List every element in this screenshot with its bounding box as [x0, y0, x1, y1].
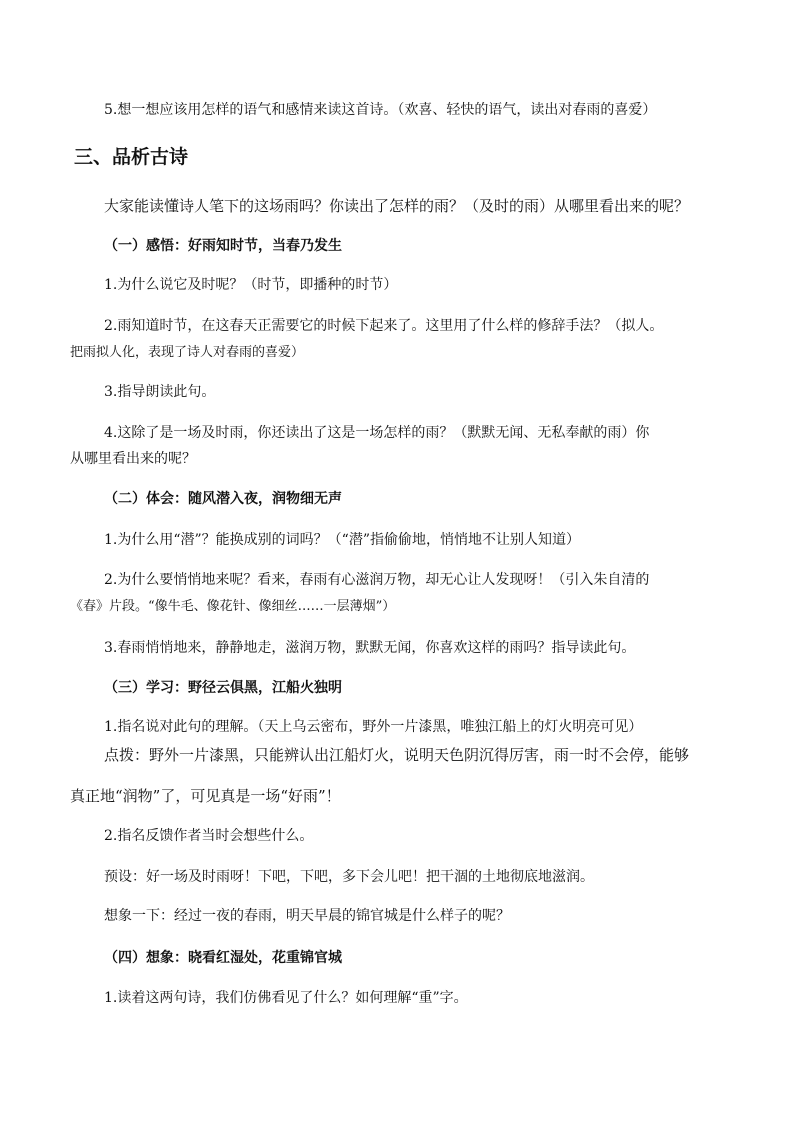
paragraph-preset: 预设：好一场及时雨呀！下吧，下吧，多下会儿吧！把干涸的土地彻底地滋润。 [104, 869, 594, 885]
section-heading-analyze-poem: 三、品析古诗 [74, 146, 189, 168]
paragraph-guidance-line2: 真正地“润物”了，可见真是一场“好雨”！ [70, 787, 341, 805]
paragraph-guidance-line1: 点拨：野外一片漆黑，只能辨认出江船灯火，说明天色阴沉得厉害，雨一时不会停，能够 [104, 746, 690, 764]
paragraph-q4-what-rain-line2: 从哪里看出来的呢？ [70, 451, 196, 467]
paragraph-q1-understanding: 1.指名说对此句的理解。（天上乌云密布，野外一片漆黑，唯独江船上的灯火明亮可见） [104, 719, 643, 735]
paragraph-q2-author-thoughts: 2.指名反馈作者当时会想些什么。 [104, 828, 314, 844]
paragraph-q1-heavy: 1.读着这两句诗，我们仿佛看见了什么？如何理解“重”字。 [104, 990, 468, 1006]
paragraph-q1-sneak: 1.为什么用“潜”？能换成别的词吗？（“潜”指偷偷地，悄悄地不让别人知道） [104, 532, 580, 548]
paragraph-q3-like-rain: 3.春雨悄悄地来，静静地走，滋润万物，默默无闻，你喜欢这样的雨吗？指导读此句。 [104, 640, 636, 656]
subheading-feel: （一）感悟：好雨知时节，当春乃发生 [104, 238, 342, 254]
paragraph-q2-quietly-line1: 2.为什么要悄悄地来呢？看来，春雨有心滋润万物，却无心让人发现呀！（引入朱自清的 [104, 572, 650, 588]
subheading-imagine: （四）想象：晓看红湿处，花重锦官城 [104, 950, 342, 966]
paragraph-intro-question: 大家能读懂诗人笔下的这场雨吗？你读出了怎样的雨？（及时的雨）从哪里看出来的呢？ [104, 197, 690, 215]
paragraph-q4-what-rain-line1: 4.这除了是一场及时雨，你还读出了这是一场怎样的雨？（默默无闻、无私奉献的雨）你 [104, 425, 650, 441]
paragraph-q2-rhetoric-line1: 2.雨知道时节，在这春天正需要它的时候下起来了。这里用了什么样的修辞手法？（拟人。 [104, 318, 664, 334]
paragraph-q1-timely: 1.为什么说它及时呢？（时节，即播种的时节） [104, 277, 398, 293]
paragraph-imagine-city: 想象一下：经过一夜的春雨，明天早晨的锦官城是什么样子的呢？ [104, 908, 510, 924]
paragraph-q2-rhetoric-line2: 把雨拟人化，表现了诗人对春雨的喜爱） [70, 345, 305, 360]
paragraph-reading-tone: 5.想一想应该用怎样的语气和感情来读这首诗。（欢喜、轻快的语气，读出对春雨的喜爱） [104, 102, 657, 118]
paragraph-q3-read-aloud: 3.指导朗读此句。 [104, 384, 216, 400]
subheading-experience: （二）体会：随风潜入夜，润物细无声 [104, 491, 342, 507]
paragraph-q2-quietly-line2: 《春》片段。“像牛毛、像花针、像细丝……一层薄烟”） [70, 599, 396, 614]
subheading-study: （三）学习：野径云俱黑，江船火独明 [104, 680, 342, 696]
